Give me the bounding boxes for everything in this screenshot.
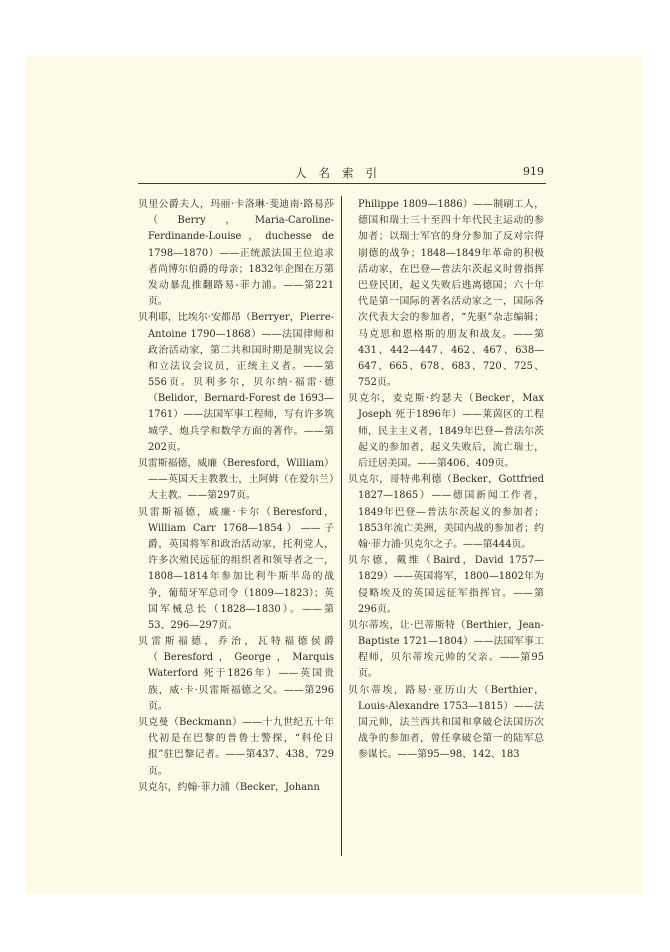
right-column — [348, 197, 544, 764]
index-entry: 贝尔蒂埃，路易·亚历山大（Berthier，Louis-Alexandre 1753—1815）——法国元帅，法兰西共和国和拿破仑法国历次战争的参加者，曾任拿破仑第一的陆军总参谋长。——第95—98、142、183 — [348, 684, 544, 761]
index-entry: 贝克尔，麦克斯·约瑟夫（Becker，Max Joseph 死于1896年）——莱茵区的工程师，民主主义者，1849年巴登—普法尔茨起义的参加者，起义失败后，流亡瑞士，后迁居美国。——第406、409页。 — [348, 393, 544, 469]
left-column — [138, 197, 334, 796]
index-entry: 贝利耶，比埃尔·安都昂（Berryer，Pierre-Antoine 1790—1868）——法国律师和政治活动家，第二共和国时期是制宪议会和立法议会议员，正统主义者。——第556页。贝利多尔，贝尔纳·福雷·德（Belidor，Bernard-Forest de 1693—1761）——法国军事工程师，写有许多筑城学、炮兵学和数学方面的著作。——第202页。 — [138, 312, 334, 453]
index-entry: 贝尔蒂埃，让·巴蒂斯特（Berthier，Jean-Baptiste 1721—1804）——法国军事工程师，贝尔蒂埃元帅的父亲。——第95页。 — [348, 619, 544, 680]
header-title: 人名索引 — [295, 166, 389, 180]
index-entry: 贝雷斯福德，乔治，瓦特福德侯爵（Beresford，George，Marquis Waterford 死于1826年）——英国贵族，威·卡·贝雷斯福德之父。——第296页。 — [138, 636, 334, 712]
running-header — [138, 165, 546, 183]
index-entry: 贝里公爵夫人，玛丽·卡洛琳·斐迪南·路易莎（Berry，Maria-Caroline-Ferdinande-Louise，duchesse de 1798—1870）——正统派法国王位追求者尚博尔伯爵的母亲；1832年企图在万第发动暴乱推翻路易-菲力浦。——第221页。 — [138, 199, 334, 308]
index-entry: 贝克尔，约翰·菲力浦（Becker，Johann — [138, 781, 320, 793]
header-rule — [138, 183, 546, 184]
column-divider — [341, 196, 342, 856]
index-entry: 贝克尔，哥特弗利德（Becker，Gottfried 1827—1865）——德国新闻工作者，1849年巴登—普法尔茨起义的参加者；1853年流亡美洲，美国内战的参加者；约翰·菲力浦·贝克尔之子。——第444页。 — [348, 474, 544, 550]
index-entry-continued: Philippe 1809—1886）——制刷工人，德国和瑞士三十至四十年代民主运动的参加者；以瑞士军官的身分参加了反对宗得崩德的战争；1848—1849年革命的积极活动家，在巴登—普法尔茨起义时曾指挥巴登民团，起义失败后逃离德国；六十年代是第一国际的著名活动家之一，国际各次代表大会的参加者，“先驱”杂志编辑；马克思和恩格斯的朋友和战友。——第431、442—447、462、467、638—647、665、678、683、720、725、752页。 — [358, 199, 544, 389]
index-entry: 贝尔德，戴维（Baird，David 1757—1829）——英国将军，1800—1802年为侵略埃及的英国远征军指挥官。——第296页。 — [348, 555, 544, 615]
page-number: 919 — [523, 165, 544, 178]
index-entry: 贝雷斯福德，威廉·卡尔（Beresford，William Carr 1768—1854）——子爵，英国将军和政治活动家，托利党人，许多次殖民远征的组织者和领导者之一，1808—1814年参加比利牛斯半岛的战争，葡萄牙军总司令（1809—1823）；英国军械总长（1828—1830）。——第53、296—297页。 — [138, 506, 334, 631]
index-entry: 贝克曼（Beckmann）——十九世纪五十年代初是在巴黎的普鲁士警探，“科伦日报”驻巴黎记者。——第437、438、729页。 — [138, 717, 334, 777]
index-entry: 贝雷斯福德，威廉（Beresford，William）——英国天主教教士，土阿姆（在爱尔兰）大主教。——第297页。 — [138, 458, 334, 502]
